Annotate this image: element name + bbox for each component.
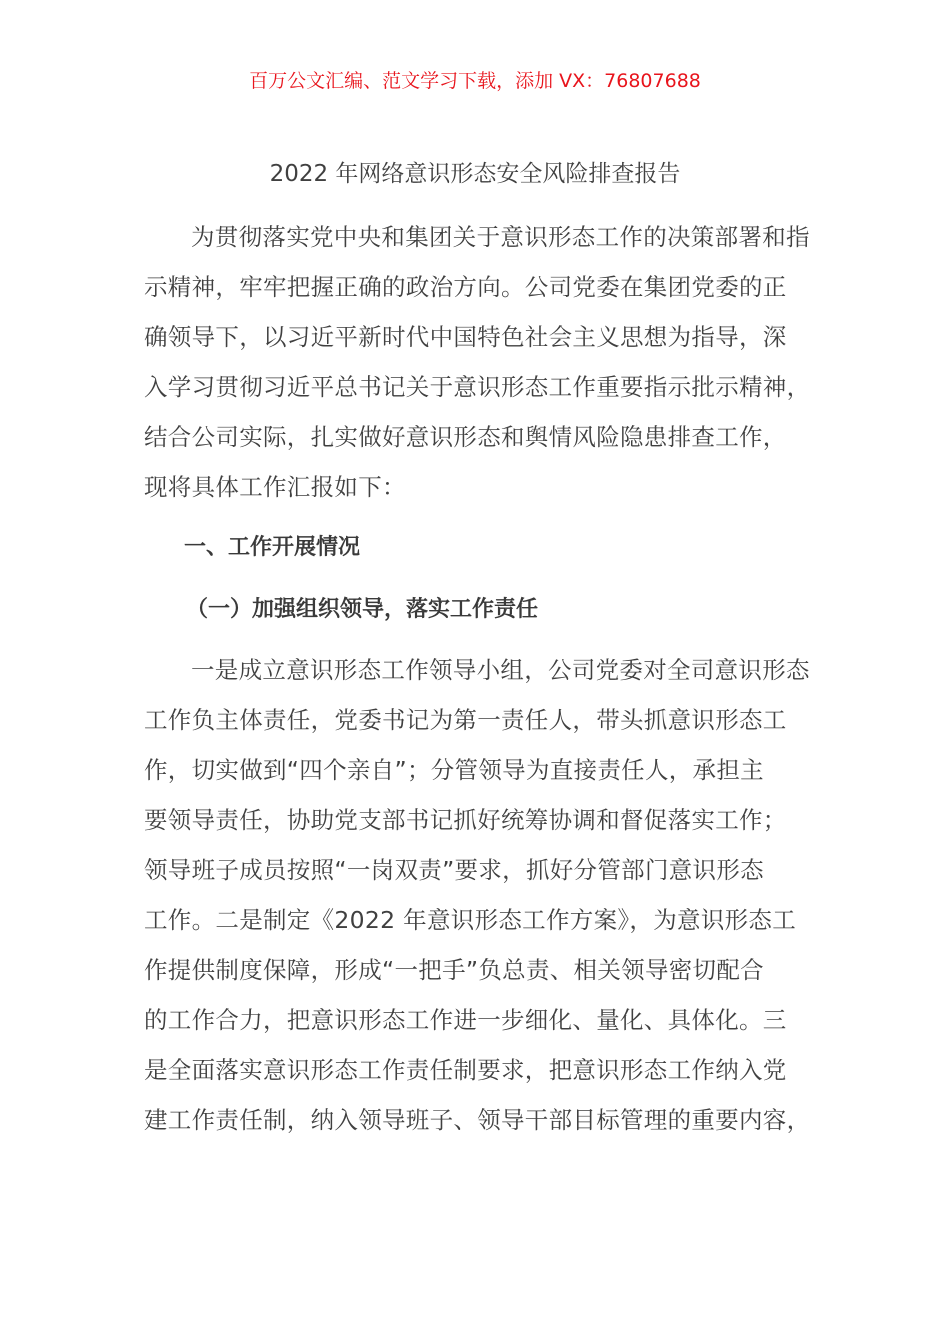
- paragraph-line: 要领导责任，协助党支部书记抓好统筹协调和督促落实工作；: [144, 806, 787, 834]
- paragraph-line: 作提供制度保障，形成“一把手”负总责、相关领导密切配合: [144, 956, 764, 984]
- paragraph-line: 建工作责任制，纳入领导班子、领导干部目标管理的重要内容，: [144, 1106, 811, 1134]
- paragraph-line: 工作负主体责任，党委书记为第一责任人，带头抓意识形态工: [144, 706, 787, 734]
- paragraph-line: 示精神，牢牢把握正确的政治方向。公司党委在集团党委的正: [144, 273, 787, 301]
- paragraph-line: 结合公司实际，扎实做好意识形态和舆情风险隐患排查工作，: [144, 423, 787, 451]
- paragraph-line: 工作。二是制定《2022 年意识形态工作方案》，为意识形态工: [144, 906, 797, 934]
- watermark-banner: 百万公文汇编、范文学习下载，添加 VX：76807688: [249, 70, 701, 92]
- subsection-heading: （一）加强组织领导，落实工作责任: [186, 597, 539, 622]
- paragraph-line: 领导班子成员按照“一岗双责”要求，抓好分管部门意识形态: [144, 856, 764, 884]
- section-heading: 一、工作开展情况: [184, 535, 361, 560]
- paragraph-line: 确领导下，以习近平新时代中国特色社会主义思想为指导，深: [144, 323, 787, 351]
- paragraph-line: 一是成立意识形态工作领导小组，公司党委对全司意识形态: [191, 656, 810, 684]
- paragraph-line: 作，切实做到“四个亲自”；分管领导为直接责任人，承担主: [144, 756, 764, 784]
- paragraph-line: 的工作合力，把意识形态工作进一步细化、量化、具体化。三: [144, 1006, 787, 1034]
- paragraph-line: 是全面落实意识形态工作责任制要求，把意识形态工作纳入党: [144, 1056, 787, 1084]
- paragraph-line: 现将具体工作汇报如下：: [144, 473, 406, 501]
- document-title: 2022 年网络意识形态安全风险排查报告: [269, 161, 681, 187]
- section1-paragraph: [144, 645, 834, 1145]
- paragraph-line: 为贯彻落实党中央和集团关于意识形态工作的决策部署和指: [191, 223, 810, 251]
- paragraph-line: 入学习贯彻习近平总书记关于意识形态工作重要指示批示精神，: [144, 373, 811, 401]
- intro-paragraph: [144, 212, 834, 512]
